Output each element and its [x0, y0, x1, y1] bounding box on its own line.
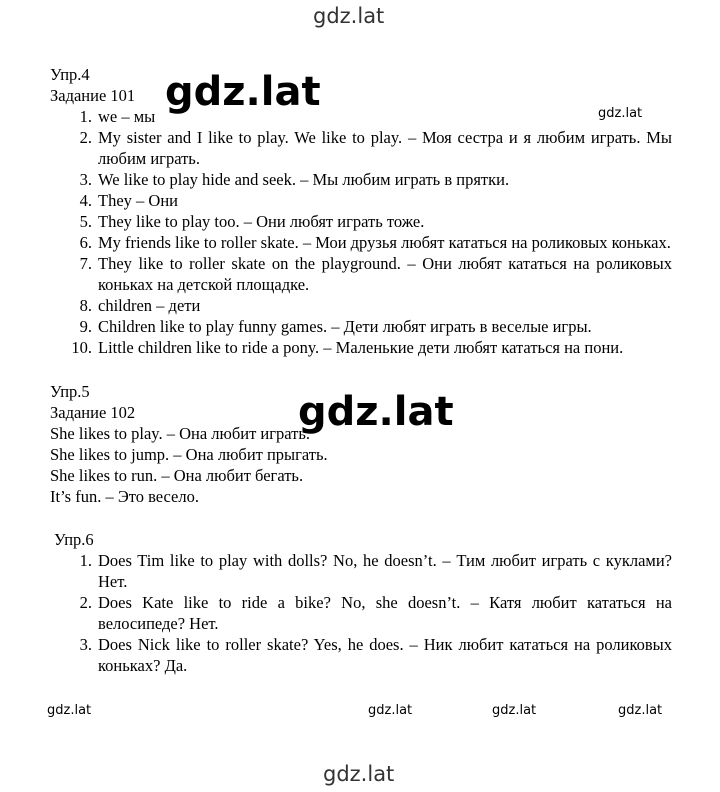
list-item — [50, 550, 672, 592]
list-item — [50, 316, 672, 337]
item-number: 3. — [79, 635, 92, 654]
item-number: 8. — [79, 296, 92, 315]
list-item — [50, 253, 672, 295]
item-text: Little children like to ride a pony. – Маленькие дети любят кататься на пони. — [98, 338, 624, 357]
item-text: we – мы — [98, 107, 156, 126]
watermark-footer-1: gdz.lat — [47, 703, 92, 718]
watermark-bottom: gdz.lat — [323, 762, 395, 786]
exercise-4 — [50, 64, 672, 358]
item-number: 9. — [79, 317, 92, 336]
exercise-6-title: Упр.6 — [54, 530, 94, 549]
item-text: Does Tim like to play with dolls? No, he doesn’t. – Тим любит играть с куклами? Нет. — [98, 551, 672, 591]
section-spacer — [50, 358, 672, 381]
watermark-top: gdz.lat — [313, 4, 385, 28]
watermark-small-1: gdz.lat — [598, 106, 643, 121]
task-102-title: Задание 102 — [50, 403, 136, 422]
item-number: 4. — [79, 191, 92, 210]
item-number: 5. — [79, 212, 92, 231]
task-101-title: Задание 101 — [50, 86, 136, 105]
exercise-5-title: Упр.5 — [50, 382, 90, 401]
item-text: They – Они — [98, 191, 178, 210]
list-item — [50, 295, 672, 316]
document-body — [50, 64, 672, 676]
list-item — [50, 106, 672, 127]
list-item — [50, 232, 672, 253]
exercise-5 — [50, 381, 672, 507]
item-number: 1. — [79, 551, 92, 570]
list-item — [50, 127, 672, 169]
item-text: Does Nick like to roller skate? Yes, he does. – Ник любит кататься на роликовых коньках? Да. — [98, 635, 672, 675]
list-item — [50, 169, 672, 190]
item-number: 10. — [71, 338, 92, 357]
item-text: They like to roller skate on the playground. – Они любят кататься на роликовых коньках на детской площадке. — [98, 254, 672, 294]
item-text: Children like to play funny games. – Дети любят играть в веселые игры. — [98, 317, 592, 336]
exercise-6-list — [50, 550, 672, 676]
item-number: 2. — [79, 128, 92, 147]
watermark-footer-3: gdz.lat — [492, 703, 537, 718]
exercise-5-line: It’s fun. – Это весело. — [50, 487, 199, 506]
item-number: 6. — [79, 233, 92, 252]
section-spacer — [50, 507, 672, 529]
item-number: 1. — [79, 107, 92, 126]
watermark-footer-4: gdz.lat — [618, 703, 663, 718]
item-text: My friends like to roller skate. – Мои друзья любят кататься на роликовых коньках. — [98, 233, 671, 252]
list-item — [50, 592, 672, 634]
watermark-footer-2: gdz.lat — [368, 703, 413, 718]
exercise-5-line: She likes to jump. – Она любит прыгать. — [50, 445, 328, 464]
watermark-large-1: gdz.lat — [165, 69, 321, 115]
exercise-6 — [50, 529, 672, 676]
list-item — [50, 634, 672, 676]
exercise-4-list — [50, 106, 672, 358]
list-item — [50, 190, 672, 211]
item-number: 2. — [79, 593, 92, 612]
list-item — [50, 337, 672, 358]
list-item — [50, 211, 672, 232]
item-text: My sister and I like to play. We like to play. – Моя сестра и я любим играть. Мы любим играть. — [98, 128, 672, 168]
exercise-5-line: She likes to run. – Она любит бегать. — [50, 466, 304, 485]
item-text: They like to play too. – Они любят играть тоже. — [98, 212, 425, 231]
item-text: Does Kate like to ride a bike? No, she doesn’t. – Катя любит кататься на велосипеде? Нет. — [98, 593, 672, 633]
watermark-large-2: gdz.lat — [298, 389, 454, 435]
item-number: 7. — [79, 254, 92, 273]
item-text: children – дети — [98, 296, 201, 315]
exercise-5-line: She likes to play. – Она любит играть. — [50, 424, 311, 443]
item-text: We like to play hide and seek. – Мы любим играть в прятки. — [98, 170, 510, 189]
item-number: 3. — [79, 170, 92, 189]
exercise-4-title: Упр.4 — [50, 65, 90, 84]
